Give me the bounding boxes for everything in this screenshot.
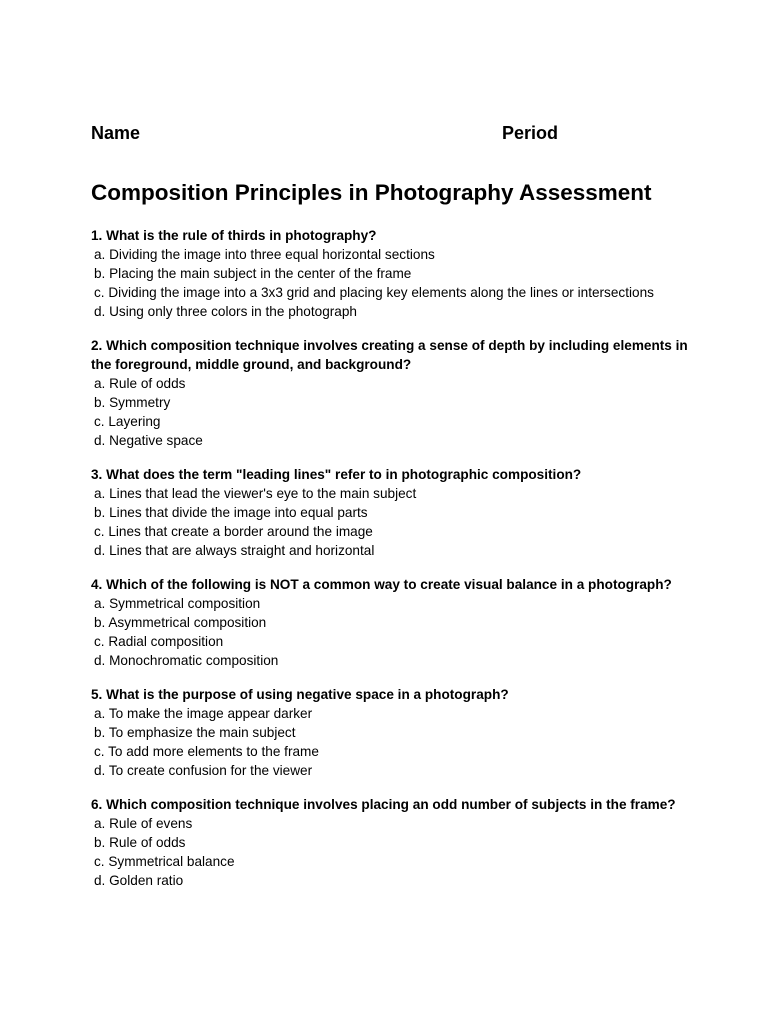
answer-options — [91, 594, 691, 670]
answer-option: d. Using only three colors in the photograph — [94, 304, 357, 319]
answer-options — [91, 484, 691, 560]
answer-option: a. Rule of odds — [94, 376, 186, 391]
answer-option: c. Radial composition — [94, 634, 224, 649]
answer-option: a. Dividing the image into three equal horizontal sections — [94, 247, 435, 262]
period-label: Period — [502, 123, 559, 143]
question-text: 5. What is the purpose of using negative space in a photograph? — [91, 687, 509, 702]
page-title: Composition Principles in Photography Assessment — [91, 180, 652, 205]
answer-option: c. To add more elements to the frame — [94, 744, 319, 759]
answer-option: a. Lines that lead the viewer's eye to the main subject — [94, 486, 417, 501]
answer-option: d. Negative space — [94, 433, 203, 448]
answer-option: b. Lines that divide the image into equal parts — [94, 505, 368, 520]
answer-option: b. Rule of odds — [94, 835, 186, 850]
answer-option: c. Lines that create a border around the image — [94, 524, 373, 539]
answer-option: b. Symmetry — [94, 395, 171, 410]
answer-option: a. Symmetrical composition — [94, 596, 261, 611]
answer-option: d. Golden ratio — [94, 873, 184, 888]
question-text: 4. Which of the following is NOT a common way to create visual balance in a photograph? — [91, 577, 672, 592]
answer-options — [91, 374, 691, 450]
answer-option: c. Symmetrical balance — [94, 854, 235, 869]
question-5 — [91, 685, 691, 780]
question-list — [91, 226, 691, 905]
answer-option: d. Lines that are always straight and horizontal — [94, 543, 375, 558]
answer-option: b. To emphasize the main subject — [94, 725, 296, 740]
question-text: 3. What does the term "leading lines" refer to in photographic composition? — [91, 467, 582, 482]
name-label: Name — [91, 123, 141, 143]
question-6 — [91, 795, 691, 890]
question-1 — [91, 226, 691, 321]
question-text: 2. Which composition technique involves creating a sense of depth by including elements in the foreground, middle ground, and background? — [91, 338, 688, 372]
answer-option: d. Monochromatic composition — [94, 653, 279, 668]
answer-options — [91, 704, 691, 780]
question-text: 6. Which composition technique involves placing an odd number of subjects in the frame? — [91, 797, 676, 812]
question-text: 1. What is the rule of thirds in photography? — [91, 228, 377, 243]
answer-option: b. Placing the main subject in the center of the frame — [94, 266, 412, 281]
answer-options — [91, 245, 691, 321]
answer-option: b. Asymmetrical composition — [94, 615, 267, 630]
answer-option: a. To make the image appear darker — [94, 706, 313, 721]
question-4 — [91, 575, 691, 670]
question-3 — [91, 465, 691, 560]
answer-options — [91, 814, 691, 890]
student-info-header — [91, 123, 691, 147]
answer-option: d. To create confusion for the viewer — [94, 763, 313, 778]
question-2 — [91, 336, 691, 450]
answer-option: c. Dividing the image into a 3x3 grid and placing key elements along the lines or intersections — [94, 285, 654, 300]
answer-option: c. Layering — [94, 414, 161, 429]
answer-option: a. Rule of evens — [94, 816, 193, 831]
